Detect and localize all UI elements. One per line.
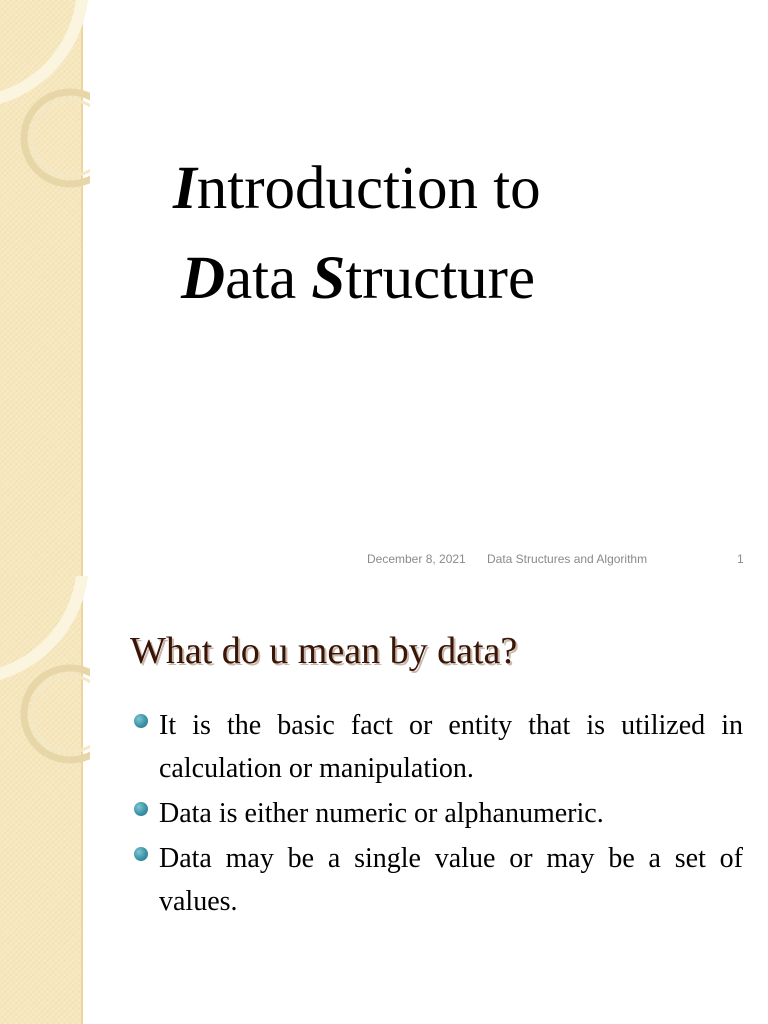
decorative-circles-graphic: [0, 576, 90, 776]
bullet-item: [131, 792, 743, 835]
title-initial-i: I: [173, 155, 197, 222]
bullet-item: [131, 704, 743, 790]
bullet-list: [131, 704, 743, 925]
bullet-text: It is the basic fact or entity that is utilized in calculation or manipulation.: [159, 710, 743, 784]
title-word-structure: tructure: [345, 245, 536, 312]
title-line-1-text: ntroduction to: [196, 155, 541, 222]
footer-date: December 8, 2021: [367, 552, 466, 566]
slide-heading: What do u mean by data?: [130, 630, 518, 672]
footer-page-number: 1: [737, 552, 744, 566]
bullet-item: [131, 837, 743, 923]
slide-title-line-2: [181, 245, 536, 312]
title-initial-d: D: [181, 245, 226, 312]
title-word-data: ata: [225, 245, 312, 312]
title-initial-s: S: [311, 245, 346, 312]
footer-course-name: Data Structures and Algorithm: [487, 552, 648, 566]
decorative-circles-graphic: [0, 0, 90, 200]
slide-2: [0, 576, 768, 1024]
bullet-dot-icon: [134, 847, 148, 861]
bullet-text: Data is either numeric or alphanumeric.: [159, 798, 604, 829]
bullet-text: Data may be a single value or may be a set of values.: [159, 843, 743, 917]
bullet-dot-icon: [134, 714, 148, 728]
slide-title-line-1: [173, 155, 541, 222]
bullet-dot-icon: [134, 802, 148, 816]
